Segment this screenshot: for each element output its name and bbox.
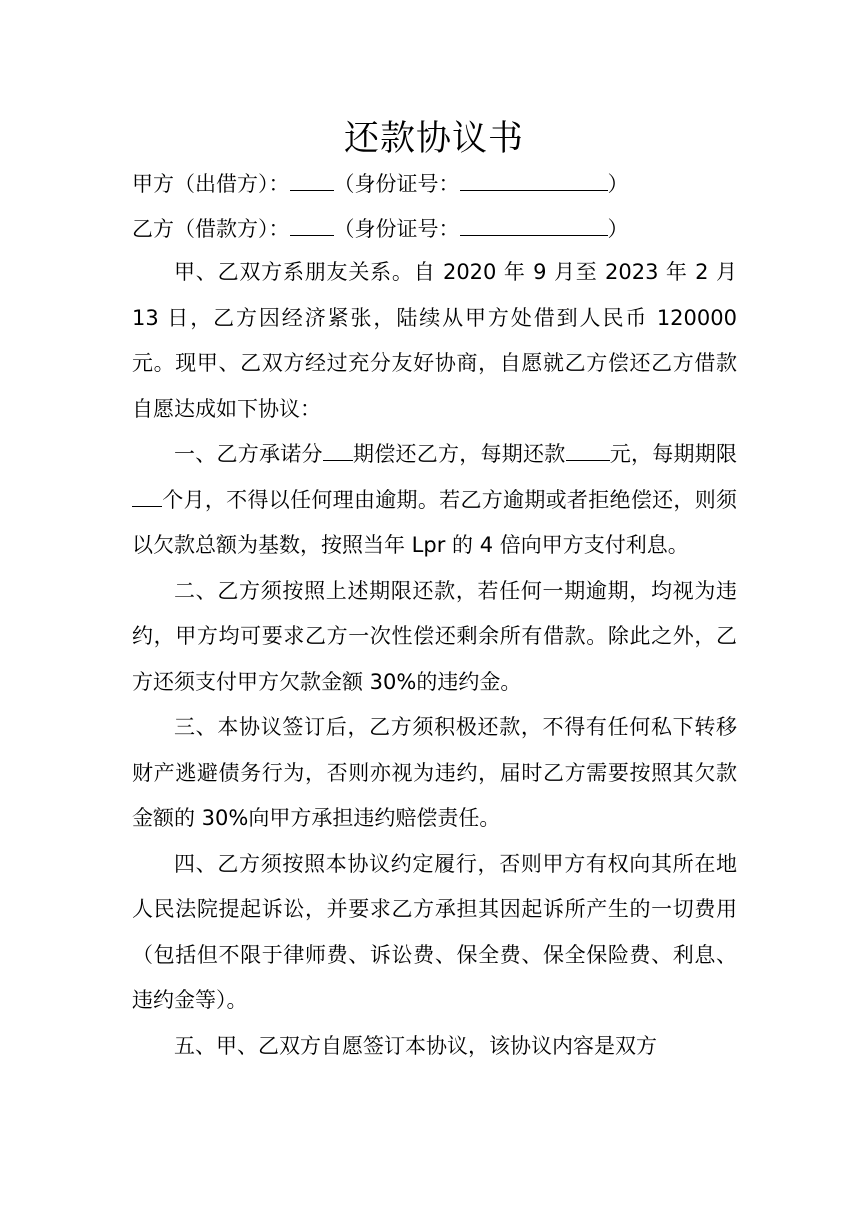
clause-1-part-2: 期偿还乙方，每期还款 <box>352 442 566 466</box>
party-a-line <box>132 168 752 199</box>
party-a-id-blank <box>460 168 608 191</box>
party-b-label: 乙方（借款方）： <box>132 217 290 241</box>
party-a-close: ） <box>607 172 629 196</box>
installments-blank <box>323 438 353 461</box>
party-a-name-blank <box>290 168 334 191</box>
amount-blank <box>566 438 610 461</box>
party-b-id-blank <box>460 213 608 236</box>
clause-1-part-3: 元，每期期限 <box>609 442 737 466</box>
document-title: 还款协议书 <box>343 119 524 159</box>
clause-1-part-4: 个月，不得以任何理由逾期。若乙方逾期或者拒绝偿还，则须以欠款总额为基数，按照当年 Lpr 的 4 倍向甲方支付利息。 <box>132 487 737 557</box>
party-b-id-label: （身份证号： <box>333 217 460 241</box>
months-blank <box>132 484 162 507</box>
clause-3-paragraph: 三、本协议签订后，乙方须积极还款，不得有任何私下转移财产逃避债务行为，否则亦视为违约，届时乙方需要按照其欠款金额的 30%向甲方承担违约赔偿责任。 <box>132 715 737 830</box>
agreement-body <box>132 250 737 1069</box>
intro-paragraph: 甲、乙双方系朋友关系。自 2020 年 9 月至 2023 年 2 月 13 日，乙方因经济紧张，陆续从甲方处借到人民币 120000 元。现甲、乙双方经过充分友好协商，自愿就乙方偿还乙方借款自愿达成如下协议： <box>132 260 737 421</box>
clause-2-paragraph: 二、乙方须按照上述期限还款，若任何一期逾期，均视为违约，甲方均可要求乙方一次性偿还剩余所有借款。除此之外，乙方还须支付甲方欠款金额 30%的违约金。 <box>132 578 737 694</box>
party-b-close: ） <box>607 217 629 241</box>
party-a-id-label: （身份证号： <box>333 172 460 196</box>
party-b-line <box>132 213 752 244</box>
clause-1-paragraph <box>132 432 737 569</box>
clause-5-paragraph: 五、甲、乙双方自愿签订本协议，该协议内容是双方 <box>174 1033 657 1058</box>
party-a-label: 甲方（出借方）： <box>132 172 290 196</box>
clause-1-part-1: 一、乙方承诺分 <box>174 442 323 466</box>
clause-4-paragraph: 四、乙方须按照本协议约定履行，否则甲方有权向其所在地人民法院提起诉讼，并要求乙方承担其因起诉所产生的一切费用（包括但不限于律师费、诉讼费、保全费、保全保险费、利息、违约金等）。 <box>132 851 737 1012</box>
party-b-name-blank <box>290 213 334 236</box>
